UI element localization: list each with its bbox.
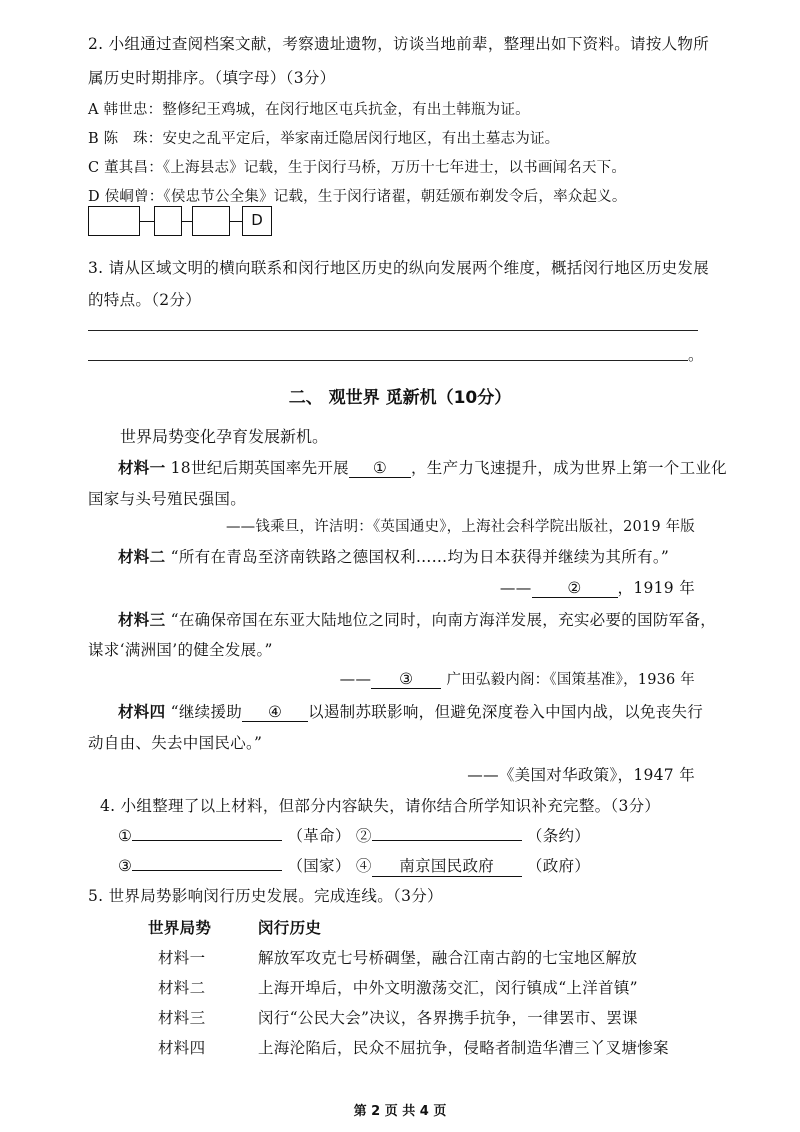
- q4-label-4: ④: [355, 857, 372, 875]
- q2-option-c: C 董其昌：《上海县志》记载，生于闵行马桥，万历十七年进士，以书画闻名天下。: [88, 160, 627, 176]
- blank-2: ②: [532, 579, 618, 598]
- q2-option-d: D 侯峒曾：《侯忠节公全集》记载，生于闵行诸翟，朝廷颁布剃发令后，率众起义。: [88, 189, 627, 205]
- material-1-line2: 国家与头号殖民强国。: [88, 490, 247, 508]
- material-3-source: [340, 668, 695, 689]
- material-1-source: ——钱乘旦，许洁明：《英国通史》，上海社会科学院出版社，2019 年版: [225, 519, 695, 535]
- q4-row-2: [118, 854, 590, 877]
- q4-row-1: [118, 824, 590, 846]
- material-3: [118, 608, 716, 630]
- q5-material-3[interactable]: 材料三: [158, 1009, 206, 1027]
- q4-label-1: ①: [118, 827, 133, 845]
- q3-end-mark: 。: [688, 346, 704, 364]
- material-4-text-cont: 以遏制苏联影响，但避免深度卷入中国内战，以免丧失行: [308, 703, 704, 721]
- q5-event-2[interactable]: 上海开埠后，中外文明激荡交汇，闵行镇成“上洋首镇”: [258, 979, 638, 997]
- material-2-dash: ——: [499, 579, 532, 597]
- q4-hint-4: （政府）: [526, 857, 591, 875]
- material-2-year: ，1919 年: [617, 579, 695, 597]
- q5-text: 5. 世界局势影响闵行历史发展。完成连线。（3分）: [88, 887, 443, 905]
- material-2: [118, 545, 669, 567]
- q2-option-a: A 韩世忠：整修纪王鸡城，在闵行地区屯兵抗金，有出土韩瓶为证。: [88, 102, 530, 118]
- q5-material-1[interactable]: 材料一: [158, 949, 206, 967]
- material-4: [118, 700, 703, 722]
- section-2-heading: 二、 观世界 觅新机（10分）: [288, 388, 512, 408]
- q4-blank-1[interactable]: [132, 840, 282, 841]
- material-1-text-cont: ，生产力飞速提升，成为世界上第一个工业化: [410, 459, 727, 477]
- q2-text-line2: 属历史时期排序。（填字母）（3分）: [88, 69, 336, 87]
- page-footer: 第 2 页 共 4 页: [353, 1104, 447, 1119]
- order-box-3[interactable]: [192, 206, 230, 236]
- q4-hint-3: （国家）: [287, 857, 351, 875]
- material-3-dash: ——: [339, 670, 372, 688]
- q5-material-4[interactable]: 材料四: [158, 1039, 206, 1057]
- blank-4: ④: [242, 703, 308, 722]
- material-2-label: 材料二: [118, 547, 166, 566]
- material-4-label: 材料四: [118, 702, 166, 721]
- q4-hint-1: （革命）: [287, 827, 351, 845]
- q4-label-2: ②: [355, 827, 372, 845]
- q5-event-4[interactable]: 上海沦陷后，民众不屈抗争，侵略者制造华漕三丫叉塘惨案: [258, 1039, 669, 1057]
- q3-text-line1: 3. 请从区域文明的横向联系和闵行地区历史的纵向发展两个维度，概括闵行地区历史发展: [88, 259, 710, 277]
- q4-blank-3[interactable]: [132, 870, 282, 871]
- q5-event-1[interactable]: 解放军攻克七号桥碉堡，融合江南古韵的七宝地区解放: [258, 949, 638, 967]
- material-4-line2: 动自由、失去中国民心。”: [88, 734, 263, 752]
- q3-text-line2: 的特点。（2分）: [88, 291, 202, 309]
- order-box-4[interactable]: D: [242, 206, 272, 236]
- material-3-line2: 谋求‘满洲国’的健全发展。”: [88, 641, 273, 659]
- q4-answer-4[interactable]: 南京国民政府: [372, 854, 522, 877]
- q4-blank-2[interactable]: [372, 840, 522, 841]
- q4-hint-2: （条约）: [526, 827, 591, 845]
- material-1-text: 18世纪后期英国率先开展: [170, 459, 349, 477]
- material-2-text: “所有在青岛至济南铁路之德国权利……均为日本获得并继续为其所有。”: [170, 548, 670, 566]
- q3-answer-line-1[interactable]: [88, 330, 698, 331]
- blank-3: ③: [371, 670, 441, 689]
- material-3-citation: 广田弘毅内阁：《国策基准》，1936 年: [446, 672, 695, 688]
- material-4-source: ——《美国对华政策》，1947 年: [467, 766, 695, 784]
- material-1: [118, 456, 727, 478]
- q5-col-minhang: 闵行历史: [258, 918, 322, 937]
- material-2-source: [500, 576, 695, 598]
- q2-text-line1: 2. 小组通过查阅档案文献，考察遗址遗物，访谈当地前辈，整理出如下资料。请按人物所: [88, 35, 710, 53]
- material-4-text: “继续援助: [170, 703, 243, 721]
- order-connector: [140, 221, 154, 222]
- order-box-2[interactable]: [154, 206, 182, 236]
- material-1-label: 材料一: [118, 458, 166, 477]
- q5-material-2[interactable]: 材料二: [158, 979, 206, 997]
- q2-option-b: B 陈 珠：安史之乱平定后，举家南迁隐居闵行地区，有出土墓志为证。: [88, 131, 560, 147]
- q4-label-3: ③: [118, 857, 133, 875]
- section-2-intro: 世界局势变化孕育发展新机。: [120, 427, 329, 446]
- q5-event-3[interactable]: 闵行“公民大会”决议，各界携手抗争，一律罢市、罢课: [258, 1009, 638, 1027]
- q5-col-world: 世界局势: [148, 918, 212, 937]
- material-3-text: “在确保帝国在东亚大陆地位之同时，向南方海洋发展，充实必要的国防军备，: [170, 611, 717, 629]
- order-box-1[interactable]: [88, 206, 140, 236]
- q3-answer-line-2[interactable]: [88, 360, 688, 361]
- blank-1: ①: [349, 459, 411, 478]
- order-connector: [230, 221, 242, 222]
- material-3-label: 材料三: [118, 610, 166, 629]
- q4-text: 4. 小组整理了以上材料，但部分内容缺失，请你结合所学知识补充完整。（3分）: [100, 797, 661, 815]
- order-connector: [182, 221, 192, 222]
